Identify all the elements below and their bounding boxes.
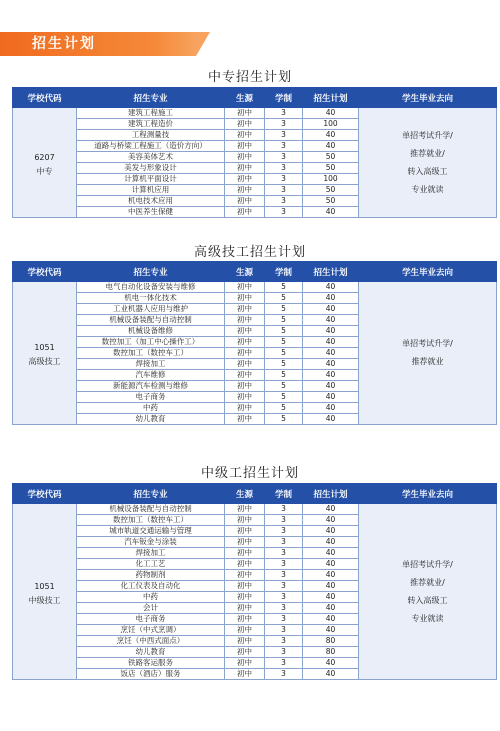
cell-years: 5: [265, 326, 303, 337]
cell-major: 烹饪（中西式面点）: [77, 636, 225, 647]
column-header: 学生毕业去向: [359, 484, 497, 504]
cell-years: 3: [265, 581, 303, 592]
cell-major: 数控加工（数控车工）: [77, 348, 225, 359]
cell-plan: 40: [303, 570, 359, 581]
cell-years: 3: [265, 504, 303, 515]
plan-table-zhongji: [12, 483, 497, 680]
cell-plan: 40: [303, 414, 359, 425]
cell-plan: 40: [303, 130, 359, 141]
cell-plan: 40: [303, 603, 359, 614]
cell-source: 初中: [225, 669, 265, 680]
cell-source: 初中: [225, 504, 265, 515]
cell-plan: 40: [303, 537, 359, 548]
graduate-destination-cell: [359, 282, 497, 425]
cell-plan: 40: [303, 504, 359, 515]
cell-source: 初中: [225, 108, 265, 119]
column-header: 生源: [225, 88, 265, 108]
cell-source: 初中: [225, 196, 265, 207]
cell-years: 3: [265, 163, 303, 174]
cell-years: 3: [265, 207, 303, 218]
column-header: 学制: [265, 484, 303, 504]
cell-plan: 80: [303, 636, 359, 647]
school-code-cell: [13, 504, 77, 680]
cell-source: 初中: [225, 337, 265, 348]
cell-source: 初中: [225, 370, 265, 381]
destination-line: 推荐就业/: [410, 577, 445, 587]
cell-years: 3: [265, 570, 303, 581]
graduate-destination-cell: [359, 108, 497, 218]
cell-source: 初中: [225, 207, 265, 218]
cell-major: 电子商务: [77, 392, 225, 403]
cell-major: 工程测量技: [77, 130, 225, 141]
cell-source: 初中: [225, 526, 265, 537]
cell-plan: 40: [303, 141, 359, 152]
cell-major: 中药: [77, 403, 225, 414]
destination-line: 转入高级工: [407, 595, 448, 605]
table-header-row: [13, 88, 497, 108]
cell-source: 初中: [225, 658, 265, 669]
cell-years: 3: [265, 119, 303, 130]
cell-years: 3: [265, 515, 303, 526]
cell-years: 3: [265, 614, 303, 625]
column-header: 生源: [225, 262, 265, 282]
cell-source: 初中: [225, 130, 265, 141]
cell-major: 数控加工（数控车工）: [77, 515, 225, 526]
cell-plan: 40: [303, 282, 359, 293]
table-row: [13, 504, 497, 515]
cell-years: 5: [265, 370, 303, 381]
cell-major: 铁路客运服务: [77, 658, 225, 669]
cell-major: 工业机器人应用与维护: [77, 304, 225, 315]
cell-plan: 40: [303, 304, 359, 315]
cell-years: 3: [265, 625, 303, 636]
cell-plan: 40: [303, 337, 359, 348]
table-row: [13, 282, 497, 293]
cell-plan: 40: [303, 348, 359, 359]
cell-major: 汽车钣金与涂装: [77, 537, 225, 548]
cell-source: 初中: [225, 414, 265, 425]
column-header: 学生毕业去向: [359, 262, 497, 282]
cell-plan: 40: [303, 658, 359, 669]
cell-major: 幼儿教育: [77, 647, 225, 658]
cell-plan: 40: [303, 392, 359, 403]
destination-line: 专业就读: [411, 613, 444, 623]
cell-years: 5: [265, 282, 303, 293]
cell-plan: 50: [303, 152, 359, 163]
cell-plan: 100: [303, 119, 359, 130]
cell-plan: 80: [303, 647, 359, 658]
column-header: 学制: [265, 262, 303, 282]
cell-major: 烹饪（中式烹调）: [77, 625, 225, 636]
cell-major: 饭店（酒店）服务: [77, 669, 225, 680]
cell-source: 初中: [225, 403, 265, 414]
cell-source: 初中: [225, 119, 265, 130]
cell-source: 初中: [225, 315, 265, 326]
cell-source: 初中: [225, 141, 265, 152]
cell-plan: 40: [303, 614, 359, 625]
cell-source: 初中: [225, 163, 265, 174]
cell-plan: 40: [303, 581, 359, 592]
cell-major: 化工工艺: [77, 559, 225, 570]
cell-plan: 40: [303, 381, 359, 392]
cell-plan: 40: [303, 559, 359, 570]
table-header-row: [13, 262, 497, 282]
column-header: 招生专业: [77, 262, 225, 282]
cell-major: 机电技术应用: [77, 196, 225, 207]
table-title-gaoji: 高级技工招生计划: [193, 245, 306, 260]
cell-plan: 50: [303, 196, 359, 207]
plan-table-zhongzhuan: [12, 87, 497, 218]
cell-years: 3: [265, 130, 303, 141]
cell-years: 5: [265, 348, 303, 359]
cell-major: 焊接加工: [77, 359, 225, 370]
cell-major: 美容美体艺术: [77, 152, 225, 163]
cell-years: 3: [265, 152, 303, 163]
cell-plan: 40: [303, 548, 359, 559]
cell-plan: 40: [303, 592, 359, 603]
cell-years: 3: [265, 185, 303, 196]
destination-line: 单招考试升学/: [402, 130, 453, 140]
cell-major: 中药: [77, 592, 225, 603]
table-header-row: [13, 484, 497, 504]
cell-years: 5: [265, 381, 303, 392]
cell-years: 3: [265, 658, 303, 669]
cell-plan: 40: [303, 293, 359, 304]
column-header: 招生专业: [77, 88, 225, 108]
cell-source: 初中: [225, 559, 265, 570]
cell-major: 建筑工程造价: [77, 119, 225, 130]
cell-source: 初中: [225, 359, 265, 370]
cell-years: 3: [265, 196, 303, 207]
cell-years: 3: [265, 603, 303, 614]
cell-major: 机电一体化技术: [77, 293, 225, 304]
cell-years: 5: [265, 337, 303, 348]
cell-major: 会计: [77, 603, 225, 614]
cell-years: 3: [265, 636, 303, 647]
cell-major: 药物制剂: [77, 570, 225, 581]
school-code: 6207: [34, 152, 55, 162]
cell-plan: 40: [303, 359, 359, 370]
cell-years: 3: [265, 108, 303, 119]
cell-source: 初中: [225, 592, 265, 603]
cell-source: 初中: [225, 152, 265, 163]
table-title-zhongji: 中级工招生计划: [200, 466, 299, 481]
cell-years: 3: [265, 141, 303, 152]
cell-source: 初中: [225, 326, 265, 337]
cell-plan: 40: [303, 669, 359, 680]
cell-plan: 100: [303, 174, 359, 185]
cell-years: 5: [265, 403, 303, 414]
cell-major: 机械设备维修: [77, 326, 225, 337]
cell-source: 初中: [225, 304, 265, 315]
cell-source: 初中: [225, 614, 265, 625]
cell-major: 计算机应用: [77, 185, 225, 196]
school-type: 中专: [36, 166, 53, 176]
cell-years: 3: [265, 647, 303, 658]
cell-major: 化工仪表及自动化: [77, 581, 225, 592]
destination-line: 推荐就业/: [410, 148, 445, 158]
cell-major: 道路与桥梁工程施工（造价方向）: [77, 141, 225, 152]
cell-major: 机械设备装配与自动控制: [77, 315, 225, 326]
cell-major: 焊接加工: [77, 548, 225, 559]
table-title-zhongzhuan: 中专招生计划: [207, 70, 292, 85]
destination-line: 转入高级工: [407, 166, 448, 176]
column-header: 学校代码: [13, 262, 77, 282]
school-code: 1051: [34, 581, 55, 591]
cell-years: 5: [265, 392, 303, 403]
cell-plan: 40: [303, 370, 359, 381]
cell-years: 5: [265, 293, 303, 304]
column-header: 招生计划: [303, 484, 359, 504]
cell-source: 初中: [225, 381, 265, 392]
section-header-band: [0, 32, 196, 56]
column-header: 生源: [225, 484, 265, 504]
cell-years: 5: [265, 304, 303, 315]
cell-major: 美发与形象设计: [77, 163, 225, 174]
destination-line: 专业就读: [411, 184, 444, 194]
plan-table-gaoji: [12, 261, 497, 425]
cell-major: 计算机平面设计: [77, 174, 225, 185]
cell-major: 数控加工（加工中心操作工）: [77, 337, 225, 348]
cell-major: 中医养生保健: [77, 207, 225, 218]
cell-source: 初中: [225, 282, 265, 293]
cell-years: 5: [265, 315, 303, 326]
cell-years: 3: [265, 526, 303, 537]
cell-major: 新能源汽车检测与维修: [77, 381, 225, 392]
cell-major: 城市轨道交通运输与管理: [77, 526, 225, 537]
cell-years: 3: [265, 174, 303, 185]
school-code-cell: [13, 282, 77, 425]
cell-source: 初中: [225, 537, 265, 548]
column-header: 招生计划: [303, 262, 359, 282]
destination-line: 单招考试升学/: [402, 559, 453, 569]
cell-source: 初中: [225, 548, 265, 559]
cell-plan: 40: [303, 515, 359, 526]
cell-major: 机械设备装配与自动控制: [77, 504, 225, 515]
column-header: 学校代码: [13, 484, 77, 504]
cell-major: 汽车维修: [77, 370, 225, 381]
column-header: 学生毕业去向: [359, 88, 497, 108]
cell-years: 3: [265, 559, 303, 570]
cell-major: 电子商务: [77, 614, 225, 625]
cell-years: 3: [265, 669, 303, 680]
page-title: 招生计划: [32, 36, 96, 52]
cell-years: 3: [265, 592, 303, 603]
cell-source: 初中: [225, 636, 265, 647]
cell-source: 初中: [225, 515, 265, 526]
cell-plan: 40: [303, 526, 359, 537]
cell-years: 3: [265, 548, 303, 559]
cell-plan: 50: [303, 185, 359, 196]
cell-years: 5: [265, 414, 303, 425]
cell-major: 幼儿教育: [77, 414, 225, 425]
school-code-cell: [13, 108, 77, 218]
school-code: 1051: [34, 343, 55, 352]
cell-plan: 40: [303, 625, 359, 636]
column-header: 招生专业: [77, 484, 225, 504]
column-header: 招生计划: [303, 88, 359, 108]
cell-source: 初中: [225, 174, 265, 185]
cell-years: 5: [265, 359, 303, 370]
cell-source: 初中: [225, 647, 265, 658]
school-type: 高级技工: [28, 357, 61, 366]
cell-plan: 40: [303, 403, 359, 414]
destination-line: 推荐就业: [411, 357, 444, 366]
table-row: [13, 108, 497, 119]
cell-source: 初中: [225, 392, 265, 403]
cell-source: 初中: [225, 185, 265, 196]
graduate-destination-cell: [359, 504, 497, 680]
cell-years: 3: [265, 537, 303, 548]
cell-plan: 40: [303, 326, 359, 337]
cell-source: 初中: [225, 625, 265, 636]
column-header: 学制: [265, 88, 303, 108]
cell-source: 初中: [225, 581, 265, 592]
cell-plan: 40: [303, 315, 359, 326]
school-type: 中级技工: [28, 595, 61, 605]
cell-source: 初中: [225, 348, 265, 359]
column-header: 学校代码: [13, 88, 77, 108]
destination-line: 单招考试升学/: [402, 339, 453, 348]
cell-source: 初中: [225, 570, 265, 581]
cell-major: 建筑工程施工: [77, 108, 225, 119]
cell-major: 电气自动化设备安装与维修: [77, 282, 225, 293]
cell-source: 初中: [225, 603, 265, 614]
cell-plan: 50: [303, 163, 359, 174]
cell-plan: 40: [303, 207, 359, 218]
cell-source: 初中: [225, 293, 265, 304]
cell-plan: 40: [303, 108, 359, 119]
